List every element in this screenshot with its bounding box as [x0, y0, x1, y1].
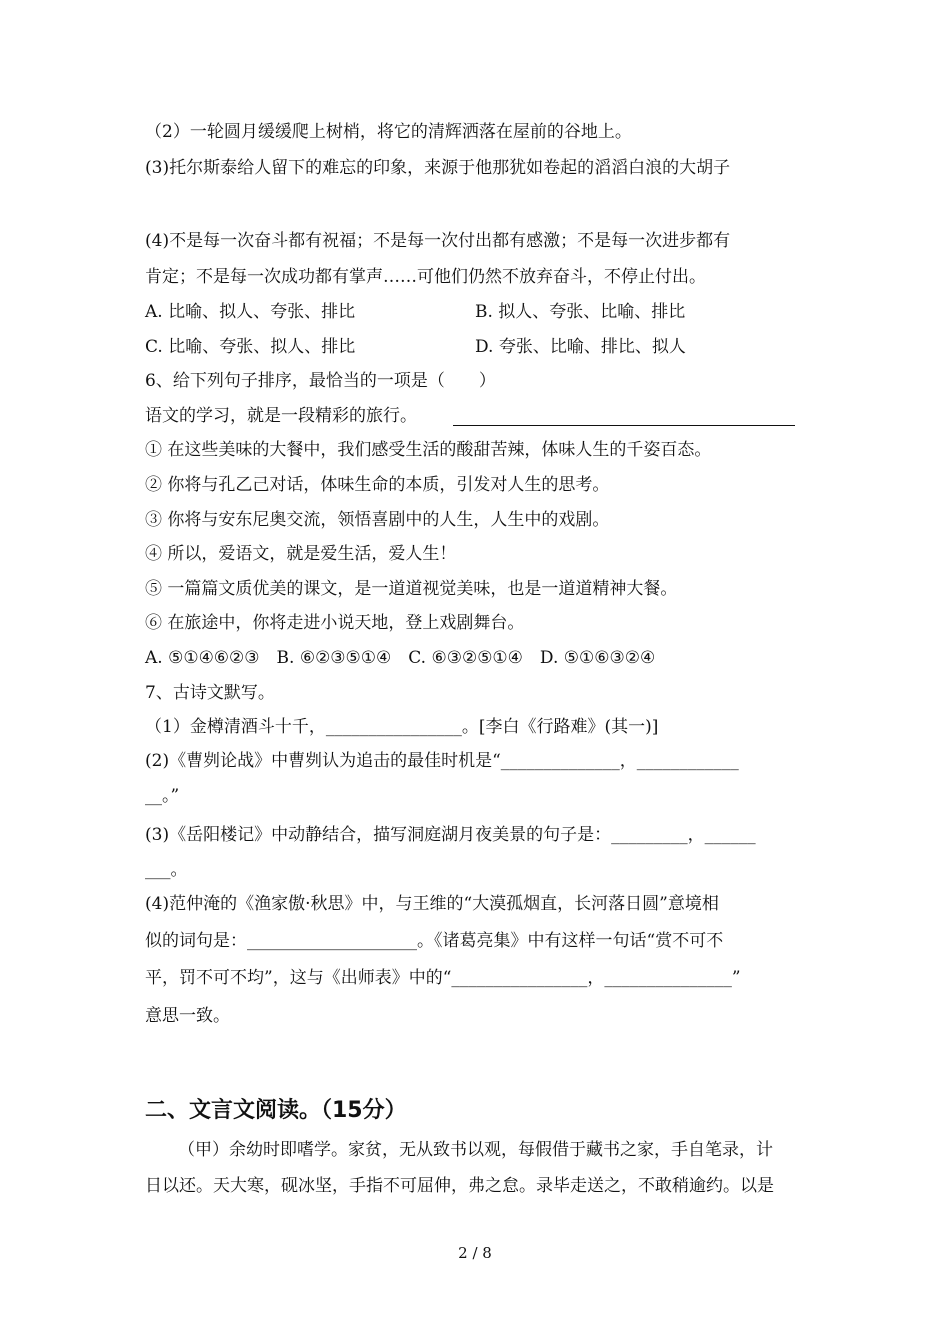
- q7-part-2-line1: (2)《曹刿论战》中曹刿认为追击的最佳时机是“______________，____________: [145, 751, 739, 771]
- q7-part-2-line2: __。”: [145, 786, 180, 806]
- q7-part-1: （1）金樽清酒斗十千，________________。[李白《行路难》(其一)]: [145, 717, 659, 737]
- q7-part-4-line2: 似的词句是：____________________。《诸葛亮集》中有这样一句话“赏不可不: [145, 931, 724, 951]
- page-number: 2 / 8: [458, 1244, 492, 1262]
- q7-part-4-line4: 意思一致。: [145, 1006, 230, 1026]
- q7-part-3-line1: (3)《岳阳楼记》中动静结合，描写洞庭湖月夜美景的句子是：_________，______: [145, 825, 756, 845]
- q5-sentence-2: （2）一轮圆月缓缓爬上树梢，将它的清辉洒落在屋前的谷地上。: [145, 122, 632, 142]
- q6-sentence-5: ⑤ 一篇篇文质优美的课文，是一道道视觉美味，也是一道道精神大餐。: [145, 579, 678, 599]
- q7-part-4-line3: 平，罚不可不均”，这与《出师表》中的“________________，_______________”: [145, 968, 741, 988]
- q6-lead: 语文的学习，就是一段精彩的旅行。: [145, 406, 417, 426]
- q6-options: A. ⑤①④⑥②③ B. ⑥②③⑤①④ C. ⑥③②⑤①④ D. ⑤①⑥③②④: [145, 648, 656, 668]
- section-2-heading: 二、文言文阅读。（15分）: [145, 1098, 407, 1123]
- passage-a-line1: （甲）余幼时即嗜学。家贫，无从致书以观，每假借于藏书之家，手自笔录，计: [178, 1140, 773, 1160]
- q6-sentence-1: ① 在这些美味的大餐中，我们感受生活的酸甜苦辣，体味人生的千姿百态。: [145, 440, 712, 460]
- q5-option-a: A. 比喻、拟人、夸张、排比: [145, 302, 356, 322]
- q7-part-3-line2: ___。: [145, 860, 188, 880]
- q6-answer-blank: [453, 425, 795, 426]
- q6-title: 6、给下列句子排序，最恰当的一项是（ ）: [145, 371, 496, 391]
- q6-sentence-6: ⑥ 在旅途中，你将走进小说天地，登上戏剧舞台。: [145, 613, 525, 633]
- q7-part-4-line1: (4)范仲淹的《渔家傲·秋思》中，与王维的“大漠孤烟直，长河落日圆”意境相: [145, 894, 719, 914]
- q5-option-b: B. 拟人、夸张、比喻、排比: [475, 302, 686, 322]
- q5-sentence-4-line1: (4)不是每一次奋斗都有祝福；不是每一次付出都有感激；不是每一次进步都有: [145, 231, 731, 251]
- passage-a-line2: 日以还。天大寒，砚冰坚，手指不可屈伸，弗之怠。录毕走送之，不敢稍逾约。以是: [145, 1176, 774, 1196]
- q5-sentence-3: (3)托尔斯泰给人留下的难忘的印象，来源于他那犹如卷起的滔滔白浪的大胡子: [145, 158, 731, 178]
- q6-sentence-3: ③ 你将与安东尼奥交流，领悟喜剧中的人生，人生中的戏剧。: [145, 510, 610, 530]
- q6-sentence-2: ② 你将与孔乙己对话，体味生命的本质，引发对人生的思考。: [145, 475, 610, 495]
- q6-sentence-4: ④ 所以，爱语文，就是爱生活，爱人生！: [145, 544, 457, 564]
- q5-sentence-4-line2: 肯定；不是每一次成功都有掌声……可他们仍然不放弃奋斗，不停止付出。: [145, 267, 706, 287]
- q7-title: 7、古诗文默写。: [145, 683, 275, 703]
- q5-option-c: C. 比喻、夸张、拟人、排比: [145, 337, 356, 357]
- q5-option-d: D. 夸张、比喻、排比、拟人: [475, 337, 686, 357]
